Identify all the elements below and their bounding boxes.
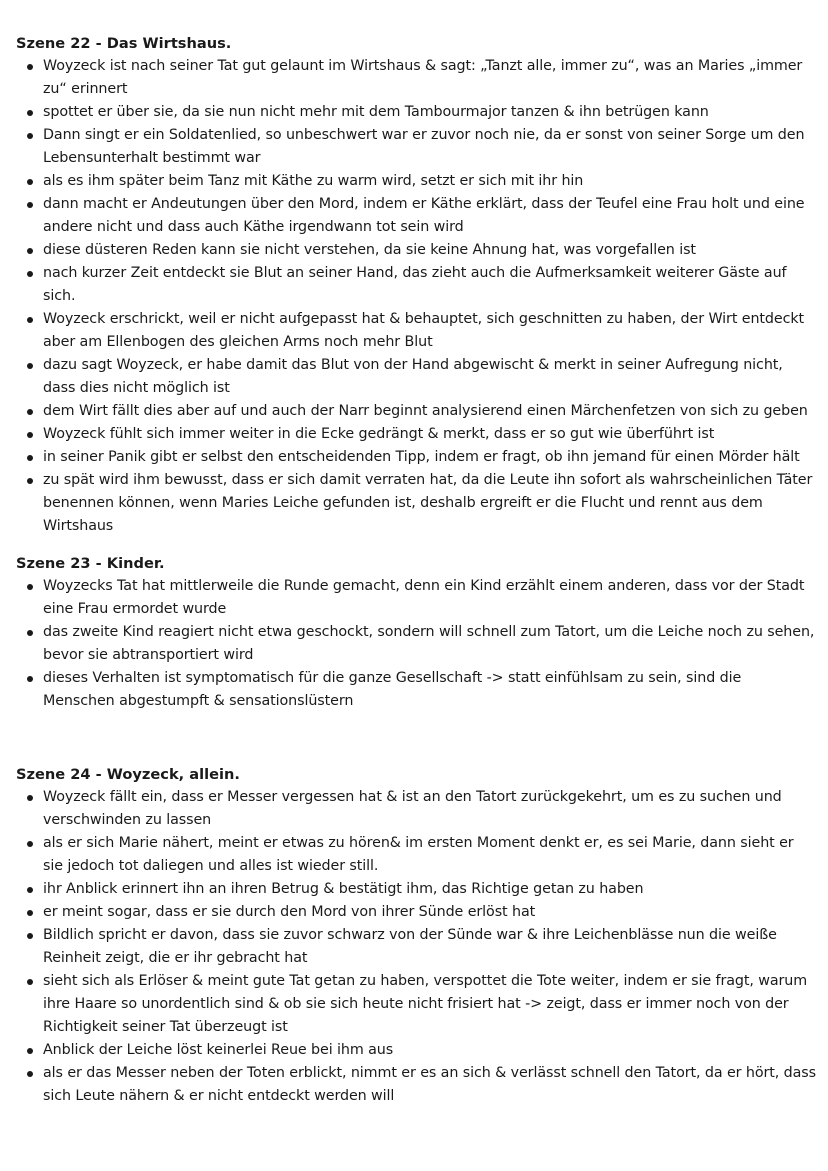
list-item: zu spät wird ihm bewusst, dass er sich damit verraten hat, da die Leute ihn sofort als wahrscheinlichen Täter benennen können, wenn Maries Leiche gefunden ist, deshalb ergreift er die Flucht und rennt aus dem Wirtshaus <box>16 469 816 538</box>
list-item: Bildlich spricht er davon, dass sie zuvor schwarz von der Sünde war & ihre Leichenblässe nun die weiße Reinheit zeigt, die er ihr gebracht hat <box>16 924 816 970</box>
list-item: Dann singt er ein Soldatenlied, so unbeschwert war er zuvor noch nie, da er sonst von seiner Sorge um den Lebensunterhalt bestimmt war <box>16 124 816 170</box>
list-item: Woyzeck ist nach seiner Tat gut gelaunt im Wirtshaus & sagt: „Tanzt alle, immer zu“, was an Maries „immer zu“ erinnert <box>16 55 816 101</box>
bullet-list <box>16 55 816 538</box>
section-title: Szene 22 - Das Wirtshaus. <box>16 35 232 52</box>
section-szene-24 <box>16 763 816 1108</box>
list-item: in seiner Panik gibt er selbst den entscheidenden Tipp, indem er fragt, ob ihn jemand für einen Mörder hält <box>16 446 816 469</box>
section-szene-23 <box>16 552 816 713</box>
bullet-list <box>16 575 816 713</box>
list-item: Woyzeck fühlt sich immer weiter in die Ecke gedrängt & merkt, dass er so gut wie überführt ist <box>16 423 816 446</box>
bullet-list <box>16 786 816 1108</box>
document-page <box>16 32 816 1108</box>
list-item: dann macht er Andeutungen über den Mord, indem er Käthe erklärt, dass der Teufel eine Frau holt und eine andere nicht und dass auch Käthe irgendwann tot sein wird <box>16 193 816 239</box>
list-item: Anblick der Leiche löst keinerlei Reue bei ihm aus <box>16 1039 816 1062</box>
list-item: spottet er über sie, da sie nun nicht mehr mit dem Tambourmajor tanzen & ihn betrügen kann <box>16 101 816 124</box>
list-item: dieses Verhalten ist symptomatisch für die ganze Gesellschaft -> statt einfühlsam zu sein, sind die Menschen abgestumpft & sensationslüstern <box>16 667 816 713</box>
section-title: Szene 23 - Kinder. <box>16 555 165 572</box>
list-item: ihr Anblick erinnert ihn an ihren Betrug & bestätigt ihm, das Richtige getan zu haben <box>16 878 816 901</box>
list-item: sieht sich als Erlöser & meint gute Tat getan zu haben, verspottet die Tote weiter, indem er sie fragt, warum ihre Haare so unordentlich sind & ob sie sich heute nicht frisiert hat -> zeigt, dass er immer noch von der Richtigkeit seiner Tat überzeugt ist <box>16 970 816 1039</box>
list-item: als es ihm später beim Tanz mit Käthe zu warm wird, setzt er sich mit ihr hin <box>16 170 816 193</box>
list-item: als er sich Marie nähert, meint er etwas zu hören& im ersten Moment denkt er, es sei Marie, dann sieht er sie jedoch tot daliegen und alles ist wieder still. <box>16 832 816 878</box>
list-item: Woyzecks Tat hat mittlerweile die Runde gemacht, denn ein Kind erzählt einem anderen, dass vor der Stadt eine Frau ermordet wurde <box>16 575 816 621</box>
list-item: das zweite Kind reagiert nicht etwa geschockt, sondern will schnell zum Tatort, um die Leiche noch zu sehen, bevor sie abtransportiert wird <box>16 621 816 667</box>
list-item: nach kurzer Zeit entdeckt sie Blut an seiner Hand, das zieht auch die Aufmerksamkeit weiterer Gäste auf sich. <box>16 262 816 308</box>
list-item: als er das Messer neben der Toten erblickt, nimmt er es an sich & verlässt schnell den Tatort, da er hört, dass sich Leute nähern & er nicht entdeckt werden will <box>16 1062 816 1108</box>
list-item: dazu sagt Woyzeck, er habe damit das Blut von der Hand abgewischt & merkt in seiner Aufregung nicht, dass dies nicht möglich ist <box>16 354 816 400</box>
list-item: Woyzeck fällt ein, dass er Messer vergessen hat & ist an den Tatort zurückgekehrt, um es zu suchen und verschwinden zu lassen <box>16 786 816 832</box>
list-item: dem Wirt fällt dies aber auf und auch der Narr beginnt analysierend einen Märchenfetzen von sich zu geben <box>16 400 816 423</box>
section-szene-22 <box>16 32 816 538</box>
list-item: er meint sogar, dass er sie durch den Mord von ihrer Sünde erlöst hat <box>16 901 816 924</box>
section-title: Szene 24 - Woyzeck, allein. <box>16 766 240 783</box>
list-item: diese düsteren Reden kann sie nicht verstehen, da sie keine Ahnung hat, was vorgefallen ist <box>16 239 816 262</box>
list-item: Woyzeck erschrickt, weil er nicht aufgepasst hat & behauptet, sich geschnitten zu haben, der Wirt entdeckt aber am Ellenbogen des gleichen Arms noch mehr Blut <box>16 308 816 354</box>
